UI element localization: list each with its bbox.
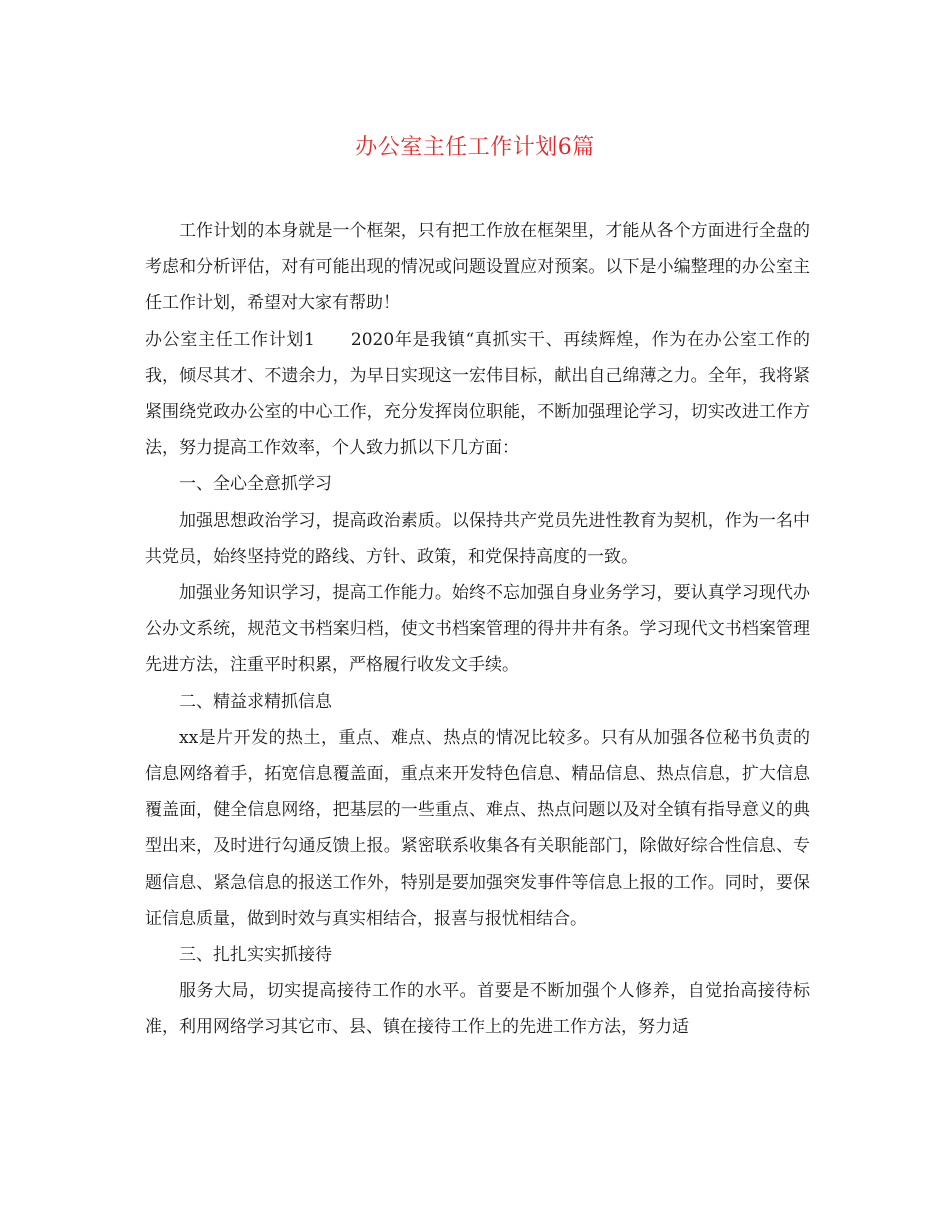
document-body [145, 213, 810, 1046]
paragraph: 加强业务知识学习，提高工作能力。始终不忘加强自身业务学习，要认真学习现代办公办文系统，规范文书档案归档，使文书档案管理的得井井有条。学习现代文书档案管理先进方法，注重平时积累，严格履行收发文手续。 [145, 583, 810, 676]
document-title: 办公室主任工作计划6篇 [355, 135, 595, 160]
paragraph: 三、扎扎实实抓接待 [179, 945, 332, 966]
paragraph: 办公室主任工作计划1 2020年是我镇“真抓实干、再续辉煌，作为在办公室工作的我，倾尽其才、不遗余力，为早日实现这一宏伟目标，献出自己绵薄之力。全年，我将紧紧围绕党政办公室的中心工作，充分发挥岗位职能，不断加强理论学习，切实改进工作方法，努力提高工作效率，个人致力抓以下几方面： [145, 329, 810, 459]
paragraph: 服务大局，切实提高接待工作的水平。首要是不断加强个人修养，自觉抬高接待标准，利用网络学习其它市、县、镇在接待工作上的先进工作方法，努力适 [145, 981, 810, 1038]
paragraph: 二、精益求精抓信息 [179, 691, 332, 712]
paragraph: 加强思想政治学习，提高政治素质。以保持共产党员先进性教育为契机，作为一名中共党员，始终坚持党的路线、方针、政策，和党保持高度的一致。 [145, 510, 810, 567]
paragraph: 工作计划的本身就是一个框架，只有把工作放在框架里，才能从各个方面进行全盘的考虑和分析评估，对有可能出现的情况或问题设置应对预案。以下是小编整理的办公室主任工作计划，希望对大家有帮助！ [145, 221, 810, 314]
paragraph: 一、全心全意抓学习 [179, 474, 332, 495]
paragraph: xx是片开发的热土，重点、难点、热点的情况比较多。只有从加强各位秘书负责的信息网络着手，拓宽信息覆盖面，重点来开发特色信息、精品信息、热点信息，扩大信息覆盖面，健全信息网络，把基层的一些重点、难点、热点问题以及对全镇有指导意义的典型出来，及时进行勾通反馈上报。紧密联系收集各有关职能部门，除做好综合性信息、专题信息、紧急信息的报送工作外，特别是要加强突发事件等信息上报的工作。同时，要保证信息质量，做到时效与真实相结合，报喜与报忧相结合。 [145, 727, 810, 929]
